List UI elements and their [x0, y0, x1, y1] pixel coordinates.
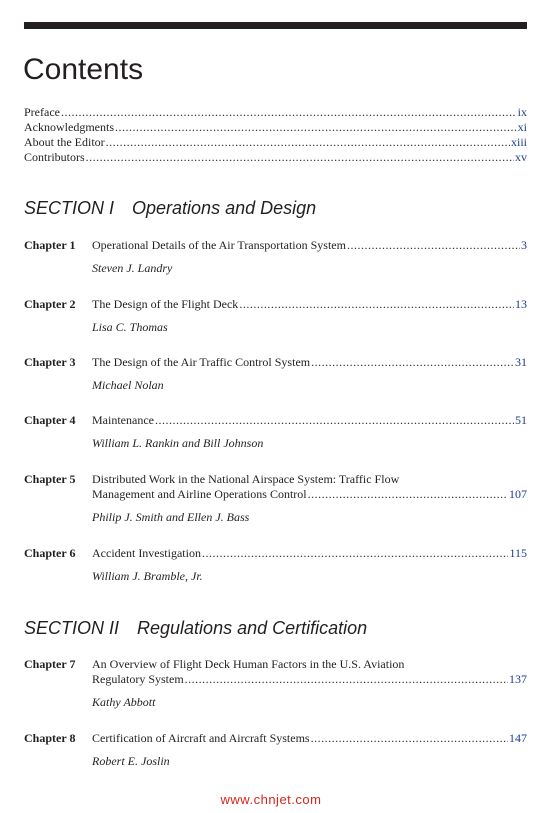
chapter-label: Chapter 6 — [24, 546, 76, 560]
chapter-author: Steven J. Landry — [92, 261, 173, 275]
chapter-author: Robert E. Joslin — [92, 754, 170, 768]
front-matter-list — [24, 105, 527, 165]
page-number-link[interactable]: ix — [517, 105, 527, 119]
chapter-author: William L. Rankin and Bill Johnson — [92, 436, 264, 450]
front-matter-entry-contributors[interactable] — [24, 150, 527, 165]
page-number-link[interactable]: 31 — [515, 355, 527, 369]
page-number-link[interactable]: 107 — [509, 487, 527, 501]
chapter-label: Chapter 3 — [24, 355, 76, 369]
section-number: SECTION II — [24, 618, 120, 638]
chapter-author: Philip J. Smith and Ellen J. Bass — [92, 510, 250, 524]
chapter-title: Management and Airline Operations Control — [92, 487, 307, 501]
chapter-label: Chapter 8 — [24, 731, 76, 745]
chapter-title: Maintenance — [92, 413, 154, 427]
chapter-label: Chapter 7 — [24, 657, 76, 671]
chapter-title: The Design of the Air Traffic Control System — [92, 355, 311, 369]
entry-label: Contributors — [24, 150, 85, 164]
chapter-label: Chapter 4 — [24, 413, 76, 427]
section-heading-2 — [24, 617, 367, 639]
dot-leader — [86, 150, 514, 165]
chapter-title: Regulatory System — [92, 672, 184, 686]
entry-label: Acknowledgments — [24, 120, 114, 134]
page-number-link[interactable]: xiii — [510, 135, 527, 149]
section-heading-1 — [24, 197, 316, 219]
dot-leader — [185, 672, 508, 687]
dot-leader — [311, 731, 508, 746]
page-number-link[interactable]: 137 — [509, 672, 527, 686]
chapter-title: The Design of the Flight Deck — [92, 297, 239, 311]
entry-label: Preface — [24, 105, 60, 119]
page-number-link[interactable]: 115 — [509, 546, 527, 560]
chapter-label: Chapter 2 — [24, 297, 76, 311]
page-number-link[interactable]: xv — [515, 150, 527, 164]
chapter-title: Accident Investigation — [92, 546, 201, 560]
front-matter-entry-about-editor[interactable] — [24, 135, 527, 150]
page-number-link[interactable]: 51 — [515, 413, 527, 427]
entry-label: About the Editor — [24, 135, 105, 149]
page-number-link[interactable]: xi — [517, 120, 527, 134]
page-number-link[interactable]: 13 — [515, 297, 527, 311]
section-title: Regulations and Certification — [137, 618, 368, 638]
chapter-title: Certification of Aircraft and Aircraft Systems — [92, 731, 310, 745]
dot-leader — [106, 135, 510, 150]
chapter-title: Operational Details of the Air Transportation System — [92, 238, 346, 252]
section-number: SECTION I — [24, 198, 115, 218]
dot-leader — [239, 297, 514, 312]
chapter-author: Kathy Abbott — [92, 695, 156, 709]
page-number-link[interactable]: 147 — [509, 731, 527, 745]
dot-leader — [308, 487, 508, 502]
section-title: Operations and Design — [132, 198, 317, 218]
chapter-label: Chapter 1 — [24, 238, 76, 252]
chapter-author: William J. Bramble, Jr. — [92, 569, 203, 583]
top-rule — [24, 22, 527, 29]
chapter-author: Lisa C. Thomas — [92, 320, 168, 334]
dot-leader — [347, 238, 520, 253]
page-number-link[interactable]: 3 — [521, 238, 527, 252]
front-matter-entry-preface[interactable] — [24, 105, 527, 120]
dot-leader — [61, 105, 517, 120]
chapter-label: Chapter 5 — [24, 472, 76, 486]
chapter-author: Michael Nolan — [92, 378, 164, 392]
dot-leader — [155, 413, 514, 428]
chapter-title-first-line: Distributed Work in the National Airspace System: Traffic Flow — [92, 472, 400, 486]
watermark-text: www.chnjet.com — [220, 792, 322, 807]
dot-leader — [115, 120, 517, 135]
front-matter-entry-acknowledgments[interactable] — [24, 120, 527, 135]
dot-leader — [311, 355, 514, 370]
page-title: Contents — [23, 53, 144, 86]
chapter-title-first-line: An Overview of Flight Deck Human Factors in the U.S. Aviation — [92, 657, 405, 671]
dot-leader — [202, 546, 508, 561]
